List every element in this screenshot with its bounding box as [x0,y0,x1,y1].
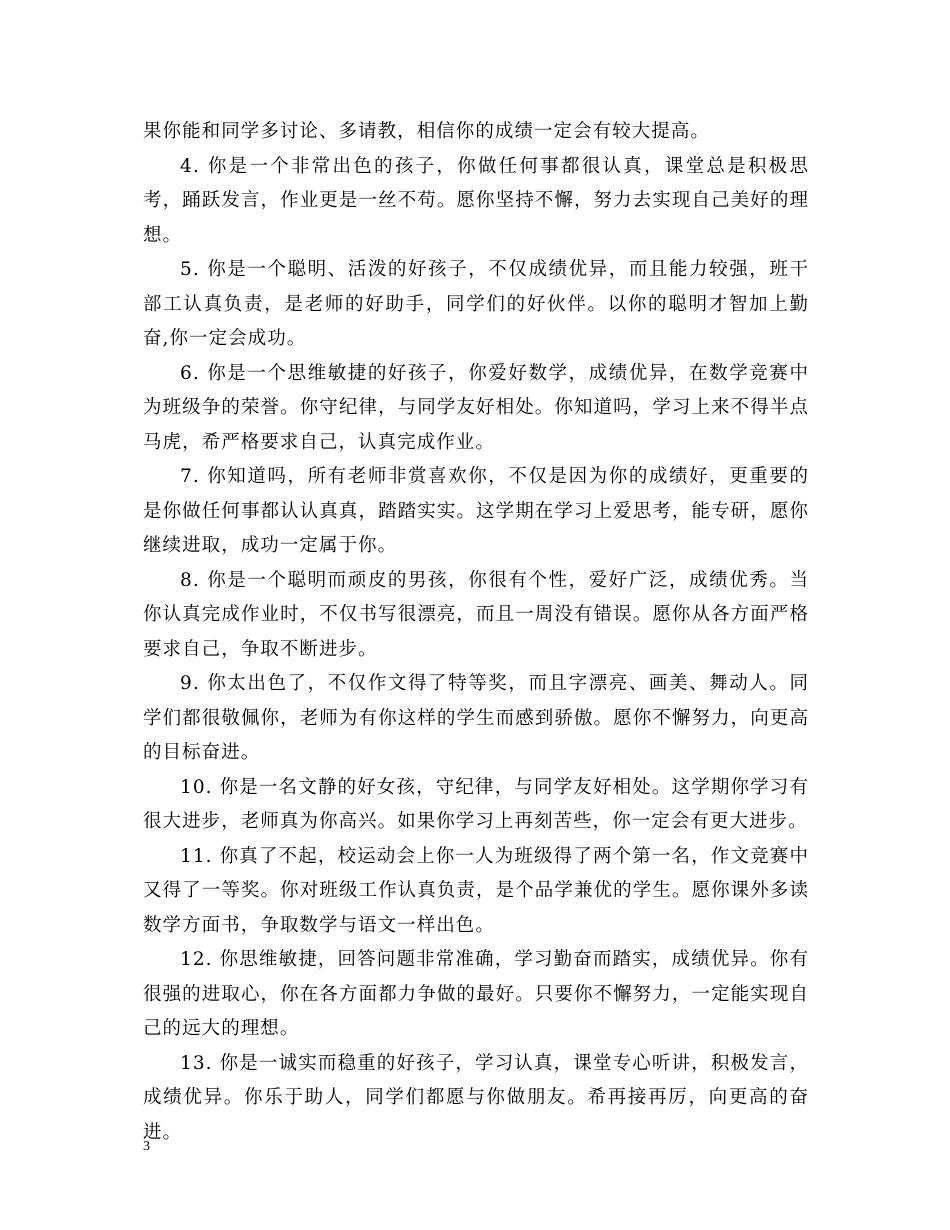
document-body [143,115,809,1150]
paragraph-item-7: 7. 你知道吗，所有老师非赏喜欢你，不仅是因为你的成绩好，更重要的是你做任何事都认认真真，踏踏实实。这学期在学习上爱思考，能专研，愿你继续进取，成功一定属于你。 [143,466,809,556]
paragraph-item-4: 4. 你是一个非常出色的孩子，你做任何事都很认真，课堂总是积极思考，踊跃发言，作业更是一丝不苟。愿你坚持不懈，努力去实现自己美好的理想。 [143,155,809,246]
paragraph-item-10: 10. 你是一名文静的好女孩，守纪律，与同学友好相处。这学期你学习有很大进步，老师真为你高兴。如果你学习上再刻苦些，你一定会有更大进步。 [143,776,809,832]
paragraph-item-8: 8. 你是一个聪明而顽皮的男孩，你很有个性，爱好广泛，成绩优秀。当你认真完成作业时，不仅书写很漂亮，而且一周没有错误。愿你从各方面严格要求自己，争取不断进步。 [143,569,809,660]
paragraph-item-5: 5. 你是一个聪明、活泼的好孩子，不仅成绩优异，而且能力较强，班干部工认真负责，是老师的好助手，同学们的好伙伴。以你的聪明才智加上勤奋,你一定会成功。 [143,259,809,349]
paragraph-item-9: 9. 你太出色了，不仅作文得了特等奖，而且字漂亮、画美、舞动人。同学们都很敬佩你，老师为有你这样的学生而感到骄傲。愿你不懈努力，向更高的目标奋进。 [143,673,809,763]
paragraph-item-11: 11. 你真了不起，校运动会上你一人为班级得了两个第一名，作文竞赛中又得了一等奖。你对班级工作认真负责，是个品学兼优的学生。愿你课外多读数学方面书，争取数学与语文一样出色。 [143,845,809,936]
paragraph-item-6: 6. 你是一个思维敏捷的好孩子，你爱好数学，成绩优异，在数学竞赛中为班级争的荣誉。你守纪律，与同学友好相处。你知道吗，学习上来不得半点马虎，希严格要求自己，认真完成作业。 [143,362,809,453]
paragraph-continuation: 果你能和同学多讨论、多请教，相信你的成绩一定会有较大提高。 [143,121,710,142]
paragraph-item-13: 13. 你是一诚实而稳重的好孩子，学习认真，课堂专心听讲，积极发言，成绩优异。你乐于助人，同学们都愿与你做朋友。希再接再厉，向更高的奋进。 [143,1052,809,1143]
paragraph-item-12: 12. 你思维敏捷，回答问题非常准确，学习勤奋而踏实，成绩优异。你有很强的进取心，你在各方面都力争做的最好。只要你不懈努力，一定能实现自己的远大的理想。 [143,949,809,1039]
page-number: 3 [143,1139,150,1154]
